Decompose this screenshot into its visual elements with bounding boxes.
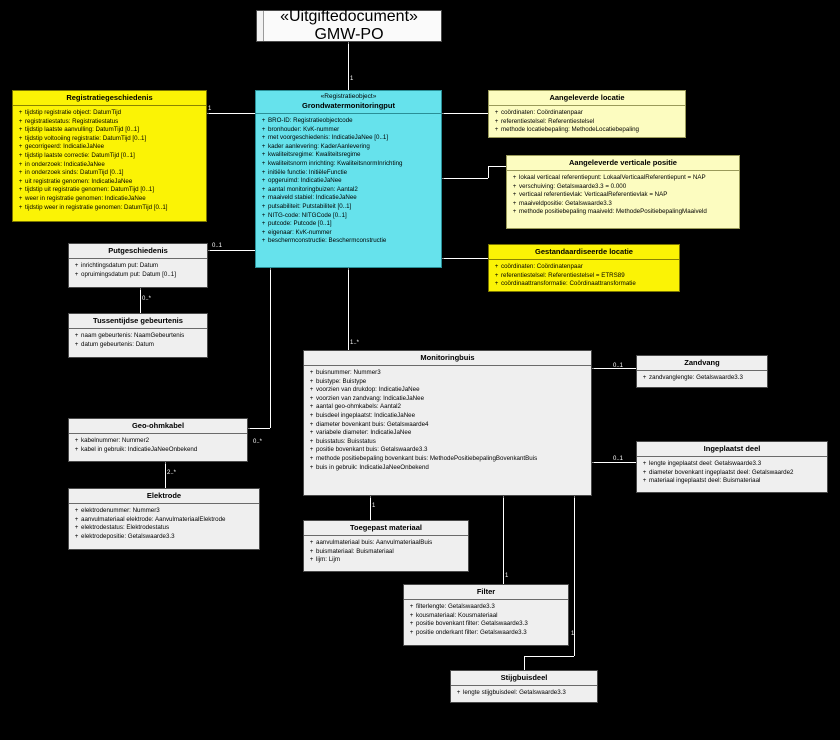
class-putgeschiedenis-title: Putgeschiedenis: [108, 246, 168, 255]
class-tussentijdse-gebeurtenis-title: Tussentijdse gebeurtenis: [93, 316, 183, 325]
class-gmw-po[interactable]: [256, 10, 442, 42]
edge-putgesch-to-tussen: [140, 288, 141, 314]
class-registratiegeschiedenis[interactable]: [12, 90, 207, 222]
attr: putsabiliteit: Putstabiliteit [0..1]: [268, 202, 352, 210]
attr: filterlengte: Getalswaarde3.3: [416, 603, 495, 610]
attr: inrichtingsdatum put: Datum: [81, 262, 159, 269]
attr: aanvulmateriaal elektrode: AanvulmateriaalElektrode: [81, 515, 226, 523]
class-ingeplaatst-deel[interactable]: [636, 441, 828, 493]
attr: positie bovenkant filter: Getalswaarde3.3: [416, 620, 528, 628]
class-aangeleverde-locatie-attributes: + coördinaten: Coördinatenpaar + referentiestelsel: Referentiestelsel + methode locatiebepaling: MethodeLocatiebepaling: [494, 109, 639, 134]
class-registratiegeschiedenis-title: Registratiegeschiedenis: [66, 93, 153, 102]
attr: uit registratie genomen: IndicatieJaNee: [25, 177, 133, 185]
attr: referentiestelsel: Referentiestelsel: [501, 117, 595, 125]
attr: naam gebeurtenis: NaamGebeurtenis: [81, 332, 185, 339]
edge-put-to-geoohm-a: [270, 268, 271, 428]
attr: opruimingsdatum put: Datum [0..1]: [81, 270, 176, 278]
attr: voorzien van zandvang: IndicatieJaNee: [316, 394, 425, 402]
class-gmw-po-title: GMW-PO: [314, 26, 384, 43]
attr: tijdstip weer in registratie genomen: DatumTijd [0..1]: [25, 203, 168, 211]
attr: variabele diameter: IndicatieJaNee: [316, 429, 412, 437]
edge-put-to-loc: [442, 113, 488, 114]
class-aangeleverde-verticale-positie-attributes: + lokaal verticaal referentiepunt: LokaalVerticaalReferentiepunt = NAP + verschuiving: Getalswaarde3.3 = 0.000 + verticaal referentievlak: VerticaalReferentievlak = NAP + maaiveldpositie: Getalswaarde3.3 + methode positiebepaling maaiveld: MethodePositiebepalingMaaiveld: [512, 174, 707, 216]
attr: coördinaten: Coördinatenpaar: [501, 109, 583, 116]
class-filter-attributes: + filterlengte: Getalswaarde3.3 + kousmateriaal: Kousmateriaal + positie bovenkant filter: Getalswaarde3.3 + positie onderkant filter: Getalswaarde3.3: [409, 603, 528, 636]
attr: elektrodepositie: Getalswaarde3.3: [81, 532, 175, 540]
attr: tijdstip uit registratie genomen: DatumTijd [0..1]: [25, 186, 155, 194]
multiplicity-put-buis: 1..*: [350, 340, 360, 346]
edge-buis-to-stijg-c: [524, 656, 525, 670]
attr: kabelnummer: Nummer2: [81, 437, 150, 444]
class-geo-ohmkabel[interactable]: [68, 418, 248, 462]
attr: met voorgeschiedenis: IndicatieJaNee [0..1]: [268, 134, 389, 142]
attr: maaiveldpositie: Getalswaarde3.3: [519, 199, 612, 207]
attr: positie onderkant filter: Getalswaarde3.3: [416, 628, 527, 636]
class-grondwatermonitoringput-stereotype: «Registratieobject»: [320, 93, 377, 100]
attr: positie bovenkant buis: Getalswaarde3.3: [316, 446, 428, 454]
attr: aanvulmateriaal buis: AanvulmateriaalBuis: [316, 539, 433, 546]
attr: referentiestelsel: Referentiestelsel = ETRS89: [501, 271, 625, 279]
edge-put-to-vert-c: [488, 166, 506, 167]
class-stijgbuisdeel-title: Stijgbuisdeel: [500, 673, 548, 682]
class-aangeleverde-locatie-title: Aangeleverde locatie: [549, 93, 625, 102]
edge-buis-to-materiaal: [370, 496, 371, 520]
class-gestandaardiseerde-locatie[interactable]: [488, 244, 680, 292]
attr: maaiveld stabiel: IndicatieJaNee: [268, 194, 357, 202]
class-aangeleverde-verticale-positie[interactable]: [506, 155, 740, 229]
edge-registratie-to-put: [207, 113, 255, 114]
attr: buistype: Buistype: [316, 377, 367, 385]
attr: buisnummer: Nummer3: [316, 369, 381, 376]
attr: coördinaten: Coördinatenpaar: [501, 263, 583, 270]
attr: kader aanlevering: KaderAanlevering: [268, 142, 370, 150]
class-toegepast-materiaal-attributes: + aanvulmateriaal buis: AanvulmateriaalBuis + buismateriaal: Buismateriaal + lijm: Lijm: [309, 539, 433, 564]
multiplicity-putgesch-tussen: 0..*: [142, 296, 152, 302]
attr: in onderzoek sinds: DatumTijd [0..1]: [25, 169, 124, 177]
class-aangeleverde-verticale-positie-title: Aangeleverde verticale positie: [569, 158, 677, 167]
class-elektrode-title: Elektrode: [146, 491, 182, 500]
class-filter[interactable]: [403, 584, 569, 646]
attr: initiële functie: InitiëleFunctie: [268, 168, 348, 176]
class-stijgbuisdeel[interactable]: [450, 670, 598, 703]
class-registratiegeschiedenis-attributes: + tijdstip registratie object: DatumTijd + registratiestatus: Registratiestatus + tijdstip laatste aanvulling: DatumTijd [0..1] + tijdstip voltooiing registratie: DatumTijd [0..1] + gecorrigeerd: IndicatieJaNee + tijdstip laatste correctie: DatumTijd [0..1] + in onderzoek: IndicatieJaNee + in onderzoek sinds: DatumTijd [0..1] + uit registratie genomen: IndicatieJaNee + tijdstip uit registratie genomen: DatumTijd [0..1] + weer in registratie genomen: IndicatieJaNee + tijdstip weer in registratie genomen: DatumTijd [0..1]: [18, 109, 168, 211]
attr: tijdstip laatste correctie: DatumTijd [0..1]: [25, 151, 135, 159]
class-zandvang[interactable]: [636, 355, 768, 388]
attr: lengte stijgbuisdeel: Getalswaarde3.3: [463, 689, 566, 696]
multiplicity-buis-materiaal: 1: [372, 503, 376, 509]
attr: bronhouder: KvK-nummer: [268, 125, 340, 133]
attr: lijm: Lijm: [316, 556, 341, 564]
class-filter-title: Filter: [476, 587, 496, 596]
edge-buis-to-stijg-b: [524, 656, 574, 657]
class-gmw-po-stereotype: «Uitgiftedocument»: [280, 8, 418, 25]
class-geo-ohmkabel-title: Geo-ohmkabel: [131, 421, 185, 430]
attr: verticaal referentievlak: VerticaalReferentievlak = NAP: [519, 191, 668, 199]
multiplicity-buis-filter: 1: [505, 573, 509, 579]
attr: elektrodenummer: Nummer3: [81, 507, 160, 514]
class-grondwatermonitoringput-attributes: + BRO-ID: Registratieobjectcode + bronhouder: KvK-nummer + met voorgeschiedenis: IndicatieJaNee [0..1] + kader aanlevering: KaderAanlevering + kwaliteitsregime: Kwaliteitsregime + kwaliteitsnorm inrichting: KwaliteitsnormInrichting + initiële functie: InitiëleFunctie + opgeruimd: IndicatieJaNee + aantal monitoringbuizen: Aantal2 + maaiveld stabiel: IndicatieJaNee + putsabiliteit: Putstabiliteit [0..1] + NITG-code: NITGCode [0..1] + putcode: Putcode [0..1] + eigenaar: KvK-nummer + beschermconstructie: Beschermconstructie: [261, 117, 403, 245]
attr: methode locatiebepaling: MethodeLocatiebepaling: [501, 126, 639, 134]
attr: diameter bovenkant buis: Getalswaarde4: [316, 420, 429, 428]
attr: lengte ingeplaatst deel: Getalswaarde3.3: [649, 460, 762, 467]
multiplicity-kabel-elektrode: 2..*: [167, 470, 177, 476]
class-monitoringbuis[interactable]: [303, 350, 592, 496]
class-toegepast-materiaal-title: Toegepast materiaal: [350, 523, 422, 532]
class-zandvang-attributes: + zandvanglengte: Getalswaarde3.3: [642, 374, 743, 381]
attr: putcode: Putcode [0..1]: [268, 220, 332, 228]
edge-put-to-geoohm-b: [248, 428, 270, 429]
attr: buisdeel ingeplaatst: IndicatieJaNee: [316, 411, 416, 419]
class-geo-ohmkabel-attributes: + kabelnummer: Nummer2 + kabel in gebruik: IndicatieJaNeeOnbekend: [74, 437, 198, 453]
class-tussentijdse-gebeurtenis-attributes: + naam gebeurtenis: NaamGebeurtenis + datum gebeurtenis: Datum: [74, 332, 185, 348]
class-ingeplaatst-deel-title: Ingeplaatst deel: [703, 444, 761, 453]
attr: eigenaar: KvK-nummer: [268, 228, 332, 236]
attr: kabel in gebruik: IndicatieJaNeeOnbekend: [81, 445, 198, 453]
attr: aantal monitoringbuizen: Aantal2: [268, 185, 358, 193]
class-ingeplaatst-deel-attributes: + lengte ingeplaatst deel: Getalswaarde3.3 + diameter bovenkant ingeplaatst deel: Getalswaarde2 + materiaal ingeplaatst deel: Buismateriaal: [642, 460, 794, 485]
class-gestandaardiseerde-locatie-attributes: + coördinaten: Coördinatenpaar + referentiestelsel: Referentiestelsel = ETRS89 + coördinaattransformatie: Coördinaattransformatie: [494, 263, 636, 288]
attr: tijdstip laatste aanvulling: DatumTijd [0..1]: [25, 126, 139, 134]
attr: buismateriaal: Buismateriaal: [316, 547, 394, 555]
edge-buis-to-filter-a: [503, 496, 504, 584]
attr: methode positiebepaling bovenkant buis: MethodePositiebepalingBovenkantBuis: [316, 454, 538, 462]
multiplicity-reg-put: 1: [208, 106, 212, 112]
attr: elektrodestatus: Elektrodestatus: [81, 524, 170, 532]
edge-put-to-gestd-a: [442, 258, 488, 259]
multiplicity-buis-ingeplaatst: 0..1: [613, 456, 624, 462]
edge-put-to-buis-a: [348, 268, 349, 350]
attr: tijdstip registratie object: DatumTijd: [25, 109, 122, 116]
attr: verschuiving: Getalswaarde3.3 = 0.000: [519, 182, 627, 190]
attr: buisstatus: Buisstatus: [316, 437, 376, 445]
attr: beschermconstructie: Beschermconstructie: [268, 237, 387, 245]
attr: kwaliteitsnorm inrichting: KwaliteitsnormInrichting: [268, 159, 403, 167]
multiplicity-gmwpo-put: 1: [350, 76, 354, 82]
multiplicity-put-putgesch: 0..1: [212, 243, 223, 249]
attr: registratiestatus: Registratiestatus: [25, 117, 119, 125]
class-gestandaardiseerde-locatie-title: Gestandaardiseerde locatie: [535, 247, 633, 256]
class-monitoringbuis-attributes: + buisnummer: Nummer3 + buistype: Buistype + voorzien van drukdop: IndicatieJaNee + voorzien van zandvang: IndicatieJaNee + aantal geo-ohmkabels: Aantal2 + buisdeel ingeplaatst: IndicatieJaNee + diameter bovenkant buis: Getalswaarde4 + variabele diameter: IndicatieJaNee + buisstatus: Buisstatus + positie bovenkant buis: Getalswaarde3.3 + methode positiebepaling bovenkant buis: MethodePositiebepalingBovenkantBuis + buis in gebruik: IndicatieJaNeeOnbekend: [309, 369, 538, 471]
attr: buis in gebruik: IndicatieJaNeeOnbekend: [316, 463, 429, 471]
class-toegepast-materiaal[interactable]: [303, 520, 469, 572]
attr: materiaal ingeplaatst deel: Buismateriaal: [649, 477, 761, 485]
multiplicity-buis-zandvang: 0..1: [613, 363, 624, 369]
edge-put-to-vert-a: [442, 178, 488, 179]
attr: kousmateriaal: Kousmateriaal: [416, 611, 498, 619]
multiplicity-geoohm-kabel: 0..*: [253, 439, 263, 445]
attr: gecorrigeerd: IndicatieJaNee: [25, 143, 105, 151]
class-elektrode-attributes: + elektrodenummer: Nummer3 + aanvulmateriaal elektrode: AanvulmateriaalElektrode + elektrodestatus: Elektrodestatus + elektrodepositie: Getalswaarde3.3: [74, 507, 226, 540]
attr: zandvanglengte: Getalswaarde3.3: [649, 374, 743, 381]
class-stijgbuisdeel-attributes: + lengte stijgbuisdeel: Getalswaarde3.3: [456, 689, 566, 696]
edge-put-to-vert-b: [488, 166, 489, 178]
attr: tijdstip voltooiing registratie: DatumTijd [0..1]: [25, 134, 147, 142]
attr: voorzien van drukdop: IndicatieJaNee: [316, 386, 420, 394]
class-putgeschiedenis-attributes: + inrichtingsdatum put: Datum + opruimingsdatum put: Datum [0..1]: [74, 262, 176, 278]
attr: coördinaattransformatie: Coördinaattransformatie: [501, 280, 636, 288]
multiplicity-buis-stijgbuis: 1: [571, 631, 575, 637]
class-monitoringbuis-title: Monitoringbuis: [420, 353, 475, 362]
edge-gmwpo-to-put: [348, 42, 349, 90]
edge-buis-to-ingeplaatst-a: [592, 462, 614, 463]
attr: lokaal verticaal referentiepunt: LokaalVerticaalReferentiepunt = NAP: [519, 174, 706, 181]
attr: methode positiebepaling maaiveld: MethodePositiebepalingMaaiveld: [519, 208, 707, 216]
attr: BRO-ID: Registratieobjectcode: [268, 117, 353, 124]
class-zandvang-title: Zandvang: [684, 358, 720, 367]
class-putgeschiedenis[interactable]: [68, 243, 208, 288]
class-grondwatermonitoringput[interactable]: [255, 90, 442, 268]
edge-put-to-putgesch-b: [208, 250, 255, 251]
attr: datum gebeurtenis: Datum: [81, 340, 154, 348]
attr: weer in registratie genomen: IndicatieJaNee: [25, 194, 146, 202]
attr: in onderzoek: IndicatieJaNee: [25, 160, 105, 168]
attr: opgeruimd: IndicatieJaNee: [268, 177, 342, 185]
attr: aantal geo-ohmkabels: Aantal2: [316, 403, 401, 411]
edge-geoohm-to-elektrode: [165, 462, 166, 488]
attr: diameter bovenkant ingeplaatst deel: Getalswaarde2: [649, 468, 794, 476]
class-elektrode[interactable]: [68, 488, 260, 550]
class-aangeleverde-locatie[interactable]: [488, 90, 686, 138]
class-tussentijdse-gebeurtenis[interactable]: [68, 313, 208, 358]
attr: NITG-code: NITGCode [0..1]: [268, 211, 347, 219]
attr: kwaliteitsregime: Kwaliteitsregime: [268, 151, 361, 159]
class-grondwatermonitoringput-title: Grondwatermonitoringput: [302, 101, 395, 110]
